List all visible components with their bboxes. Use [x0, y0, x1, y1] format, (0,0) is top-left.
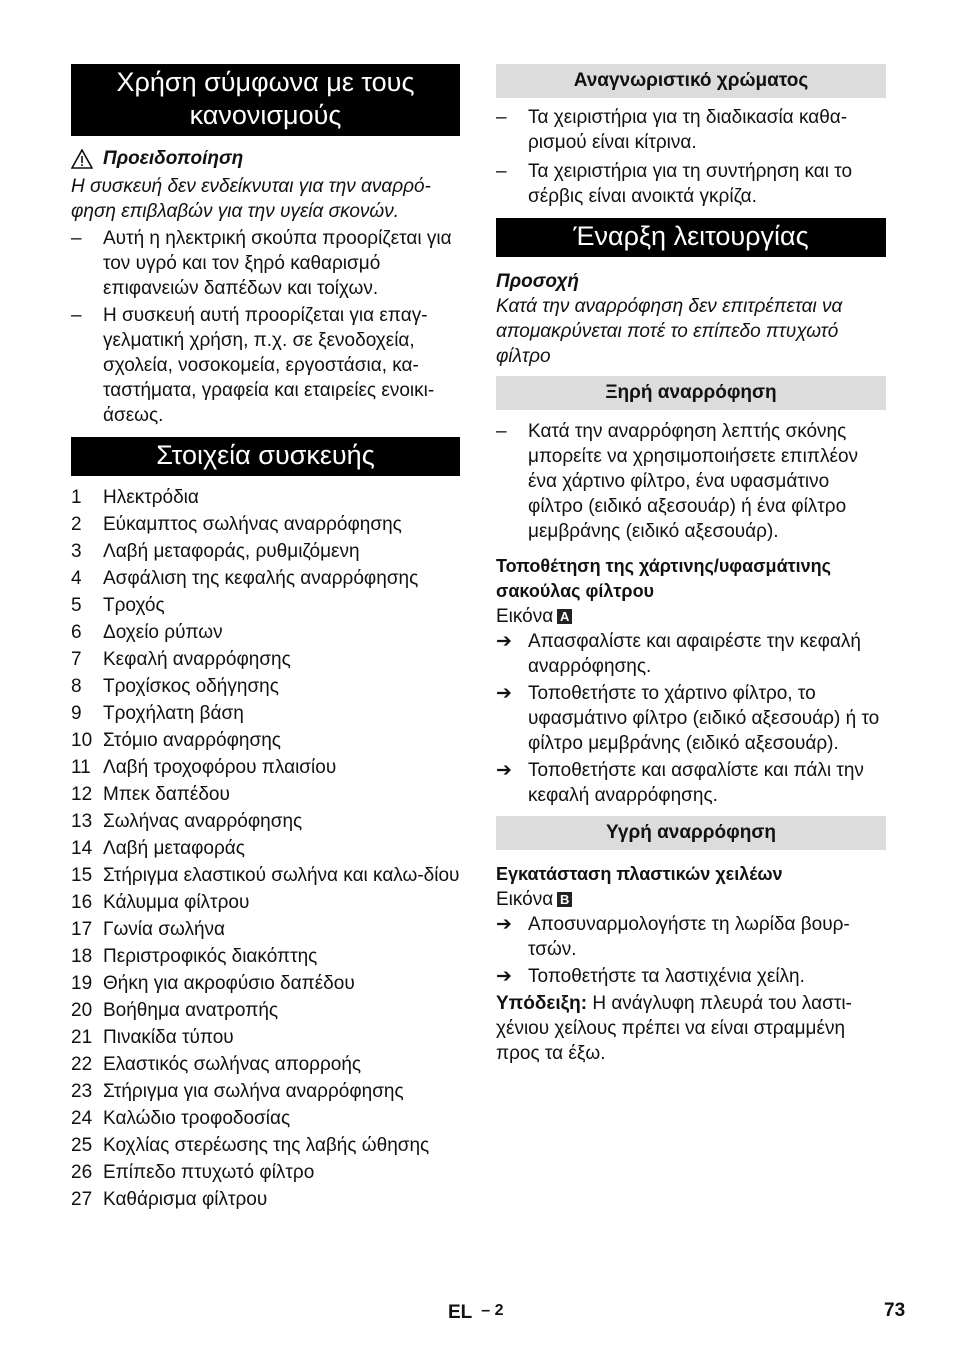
parts-list-item [71, 1052, 460, 1077]
parts-list-item [71, 1079, 460, 1104]
warning-title [71, 146, 460, 171]
part-number: 14 [71, 838, 93, 859]
list-item: – Η συσκευή αυτή προορίζεται για επαγ-γελματική χρήση, π.χ. σε ξενοδοχεία, σχολεία, νοσοκομεία, εργοστάσια, κα-ταστήματα, γραφεία και εταιρείες ενοικι-άσεως. [71, 305, 435, 426]
figure-a-badge: A [557, 609, 572, 624]
list-item: ➔ Απασφαλίστε και αφαιρέστε την κεφαλή αναρρόφησης. [496, 631, 861, 677]
part-label: Περιστροφικός διακόπτης [103, 946, 318, 967]
part-number: 19 [71, 973, 93, 994]
part-number: 5 [71, 595, 82, 616]
part-number: 6 [71, 622, 82, 643]
parts-list-item [71, 728, 460, 753]
parts-list-item [71, 512, 460, 537]
part-number: 13 [71, 811, 93, 832]
part-number: 23 [71, 1081, 93, 1102]
list-item: – Κατά την αναρρόφηση λεπτής σκόνης μπορείτε να χρησιμοποιήσετε επιπλέον ένα χάρτινο φίλτρο, ένα υφασμάτινο φίλτρο (ειδικό αξεσουάρ) ή ένα φίλτρο μεμβράνης (ειδικό αξεσουάρ). [496, 421, 859, 542]
part-number: 26 [71, 1162, 93, 1183]
parts-list-item [71, 1133, 460, 1158]
arrow-right-icon: ➔ [496, 966, 512, 987]
part-number: 2 [71, 514, 82, 535]
part-number: 12 [71, 784, 93, 805]
parts-list-item [71, 863, 460, 888]
part-number: 16 [71, 892, 93, 913]
parts-list-item [71, 647, 460, 672]
part-number: 10 [71, 730, 93, 751]
parts-list-item [71, 755, 460, 780]
part-label: Εύκαμπτος σωλήνας αναρρόφησης [103, 514, 402, 535]
part-label: Κεφαλή αναρρόφησης [103, 649, 291, 670]
list-item: – Τα χειριστήρια για τη συντήρηση και το σέρβις είναι ανοικτά γκρίζα. [496, 161, 853, 207]
part-label: Ασφάλιση της κεφαλής αναρρόφησης [103, 568, 419, 589]
footer-language: EL – 2 [448, 1302, 504, 1323]
arrow-right-icon: ➔ [496, 760, 512, 781]
part-number: 18 [71, 946, 93, 967]
parts-list-item [71, 998, 460, 1023]
part-number: 24 [71, 1108, 93, 1129]
part-label: Κοχλίας στερέωσης της λαβής ώθησης [103, 1135, 430, 1156]
parts-list-item [71, 1025, 460, 1050]
parts-list-item [71, 971, 460, 996]
section-heading-start: Έναρξη λειτουργίας [496, 218, 886, 257]
part-number: 15 [71, 865, 93, 886]
note-text: Η ανάγλυφη πλευρά του λαστι-χένιου χείλους πρέπει να είναι στραμμένη προς τα έξω. [496, 993, 852, 1064]
part-number: 17 [71, 919, 93, 940]
part-label: Καθάρισμα φίλτρου [103, 1189, 268, 1210]
parts-list-item [71, 1106, 460, 1131]
list-item: ➔ Τοποθετήστε το χάρτινο φίλτρο, το υφασμάτινο φίλτρο (ειδικό αξεσουάρ) ή το φίλτρο μεμβράνης (ειδικό αξεσουάρ). [496, 683, 880, 754]
section-heading-parts: Στοιχεία συσκευής [71, 437, 460, 476]
figure-b-badge: B [557, 892, 572, 907]
part-number: 11 [71, 757, 91, 778]
part-number: 4 [71, 568, 82, 589]
part-label: Πινακίδα τύπου [103, 1027, 234, 1048]
part-number: 25 [71, 1135, 93, 1156]
parts-list-item [71, 782, 460, 807]
parts-list-item [71, 593, 460, 618]
part-label: Καλώδιο τροφοδοσίας [103, 1108, 291, 1129]
bag-title: Τοποθέτηση της χάρτινης/υφασμάτινης σακούλας φίλτρου [496, 556, 832, 601]
part-label: Βοήθημα ανατροπής [103, 1000, 279, 1021]
note [496, 991, 886, 1066]
list-item: ➔ Τοποθετήστε και ασφαλίστε και πάλι την κεφαλή αναρρόφησης. [496, 760, 864, 806]
parts-list-item [71, 701, 460, 726]
caution-text: Κατά την αναρρόφηση δεν επιτρέπεται να απομακρύνεται ποτέ το επίπεδο πτυχωτό φίλτρο [496, 296, 843, 367]
subheading-wet: Υγρή αναρρόφηση [496, 816, 886, 850]
warning-title-text: Προειδοποίηση [103, 148, 244, 169]
part-label: Θήκη για ακροφύσιο δαπέδου [103, 973, 355, 994]
arrow-right-icon: ➔ [496, 914, 512, 935]
part-number: 22 [71, 1054, 93, 1075]
part-number: 27 [71, 1189, 93, 1210]
caution-title: Προσοχή [496, 271, 580, 292]
part-label: Μπεκ δαπέδου [103, 784, 230, 805]
part-label: Λαβή μεταφοράς [103, 838, 245, 859]
part-label: Σωλήνας αναρρόφησης [103, 811, 303, 832]
list-item: ➔ Τοποθετήστε τα λαστιχένια χείλη. [496, 966, 805, 987]
parts-list-item [71, 1160, 460, 1185]
arrow-right-icon: ➔ [496, 631, 512, 652]
part-label: Λαβή τροχοφόρου πλαισίου [103, 757, 337, 778]
parts-list-item [71, 917, 460, 942]
lips-steps [496, 912, 886, 989]
parts-list-item [71, 809, 460, 834]
usage-list [71, 226, 460, 428]
arrow-right-icon: ➔ [496, 683, 512, 704]
page-number: 73 [884, 1300, 906, 1321]
parts-list-item [71, 485, 460, 510]
list-item: – Αυτή η ηλεκτρική σκούπα προορίζεται για τον υγρό και τον ξηρό καθαρισμό επιφανειών δαπέδων και τοίχων. [71, 228, 452, 299]
note-label: Υπόδειξη: [496, 993, 588, 1014]
part-label: Κάλυμμα φίλτρου [103, 892, 250, 913]
footer-local-page: – 2 [481, 1302, 504, 1319]
part-label: Ελαστικός σωλήνας απορροής [103, 1054, 362, 1075]
right-column [496, 64, 886, 1066]
part-number: 3 [71, 541, 82, 562]
figure-ref-b: Εικόνα B [496, 887, 886, 912]
part-label: Γωνία σωλήνα [103, 919, 226, 940]
subheading-dry: Ξηρή αναρρόφηση [496, 376, 886, 410]
color-list [496, 105, 886, 209]
part-label: Τροχός [103, 595, 165, 616]
part-label: Δοχείο ρύπων [103, 622, 223, 643]
parts-list-item [71, 674, 460, 699]
part-label: Λαβή μεταφοράς, ρυθμιζόμενη [103, 541, 360, 562]
parts-list-item [71, 566, 460, 591]
parts-list [71, 485, 460, 1212]
part-label: Ηλεκτρόδια [103, 487, 199, 508]
parts-list-item [71, 620, 460, 645]
part-label: Επίπεδο πτυχωτό φίλτρο [103, 1162, 315, 1183]
warning-text: Η συσκευή δεν ενδείκνυται για την αναρρό-φηση επιβλαβών για την υγεία σκονών. [71, 176, 431, 222]
parts-list-item [71, 1187, 460, 1212]
figure-ref-a: Εικόνα A [496, 604, 886, 629]
part-label: Στήριγμα ελαστικού σωλήνα και καλω-δίου [103, 865, 460, 886]
list-item: – Τα χειριστήρια για τη διαδικασία καθα-ρισμού είναι κίτρινα. [496, 107, 848, 153]
parts-list-item [71, 890, 460, 915]
part-number: 20 [71, 1000, 93, 1021]
left-column [71, 64, 460, 1214]
section-heading-usage: Χρήση σύμφωνα με τους κανονισμούς [71, 64, 460, 136]
lips-title: Εγκατάσταση πλαστικών χειλέων [496, 864, 783, 884]
subheading-color-code: Αναγνωριστικό χρώματος [496, 64, 886, 98]
bag-steps [496, 629, 886, 808]
part-number: 8 [71, 676, 82, 697]
list-item: ➔ Αποσυναρμολογήστε τη λωρίδα βουρ-τσών. [496, 914, 850, 960]
parts-list-item [71, 539, 460, 564]
parts-list-item [71, 836, 460, 861]
warning-icon [71, 149, 93, 169]
part-label: Στόμιο αναρρόφησης [103, 730, 281, 751]
parts-list-item [71, 944, 460, 969]
part-label: Τροχήλατη βάση [103, 703, 244, 724]
part-number: 21 [71, 1027, 93, 1048]
dry-list [496, 419, 886, 544]
part-number: 1 [71, 487, 82, 508]
part-number: 9 [71, 703, 82, 724]
part-label: Τροχίσκος οδήγησης [103, 676, 279, 697]
part-number: 7 [71, 649, 82, 670]
part-label: Στήριγμα για σωλήνα αναρρόφησης [103, 1081, 404, 1102]
